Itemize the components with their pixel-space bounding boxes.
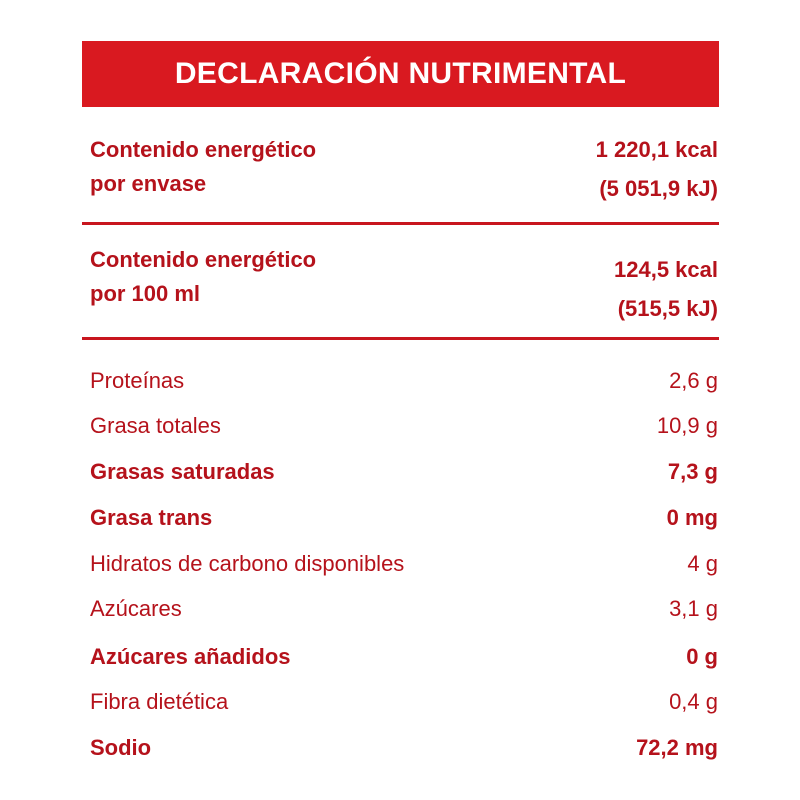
nutrient-value: 2,6 g xyxy=(669,368,718,393)
energy-envase-kj: (5 051,9 kJ) xyxy=(599,176,718,201)
nutrient-name: Grasa totales xyxy=(90,413,221,438)
energy-100ml-kcal: 124,5 kcal xyxy=(614,257,718,282)
nutrient-value: 72,2 mg xyxy=(636,735,718,760)
nutrient-value: 3,1 g xyxy=(669,596,718,621)
nutrient-name: Grasas saturadas xyxy=(90,459,275,484)
nutrient-value: 0,4 g xyxy=(669,689,718,714)
energy-envase-label-2: por envase xyxy=(90,171,207,196)
energy-100ml-kj: (515,5 kJ) xyxy=(617,296,718,321)
divider xyxy=(82,337,719,340)
energy-envase-label-1: Contenido energético xyxy=(90,137,317,162)
nutrient-name: Proteínas xyxy=(90,368,185,393)
nutrient-value: 0 mg xyxy=(666,505,718,530)
nutrient-row xyxy=(90,731,718,765)
nutrient-value: 7,3 g xyxy=(667,459,718,484)
nutrient-row xyxy=(90,409,718,443)
divider xyxy=(82,222,719,225)
nutrient-row xyxy=(90,592,718,626)
nutrient-name: Azúcares xyxy=(90,596,182,621)
nutrient-row xyxy=(90,547,718,581)
energy-100ml-label-1: Contenido energético xyxy=(90,247,317,272)
nutrient-name: Fibra dietética xyxy=(90,689,229,714)
nutrient-name: Grasa trans xyxy=(90,505,213,530)
energy-100ml-label-2: por 100 ml xyxy=(90,281,201,306)
energy-envase-kcal: 1 220,1 kcal xyxy=(595,137,718,162)
nutrient-row xyxy=(90,455,718,489)
nutrient-name: Sodio xyxy=(90,735,152,760)
nutrient-row xyxy=(90,364,718,398)
nutrient-row xyxy=(90,685,718,719)
nutrient-value: 0 g xyxy=(686,644,718,669)
nutrient-name: Hidratos de carbono disponibles xyxy=(90,551,405,576)
nutrition-panel xyxy=(82,41,719,107)
nutrient-row xyxy=(90,501,718,535)
nutrient-value: 10,9 g xyxy=(656,413,718,438)
nutrient-row xyxy=(90,640,718,674)
page-title: DECLARACIÓN NUTRIMENTAL xyxy=(82,41,719,107)
nutrient-value: 4 g xyxy=(687,551,718,576)
nutrient-name: Azúcares añadidos xyxy=(90,644,291,669)
